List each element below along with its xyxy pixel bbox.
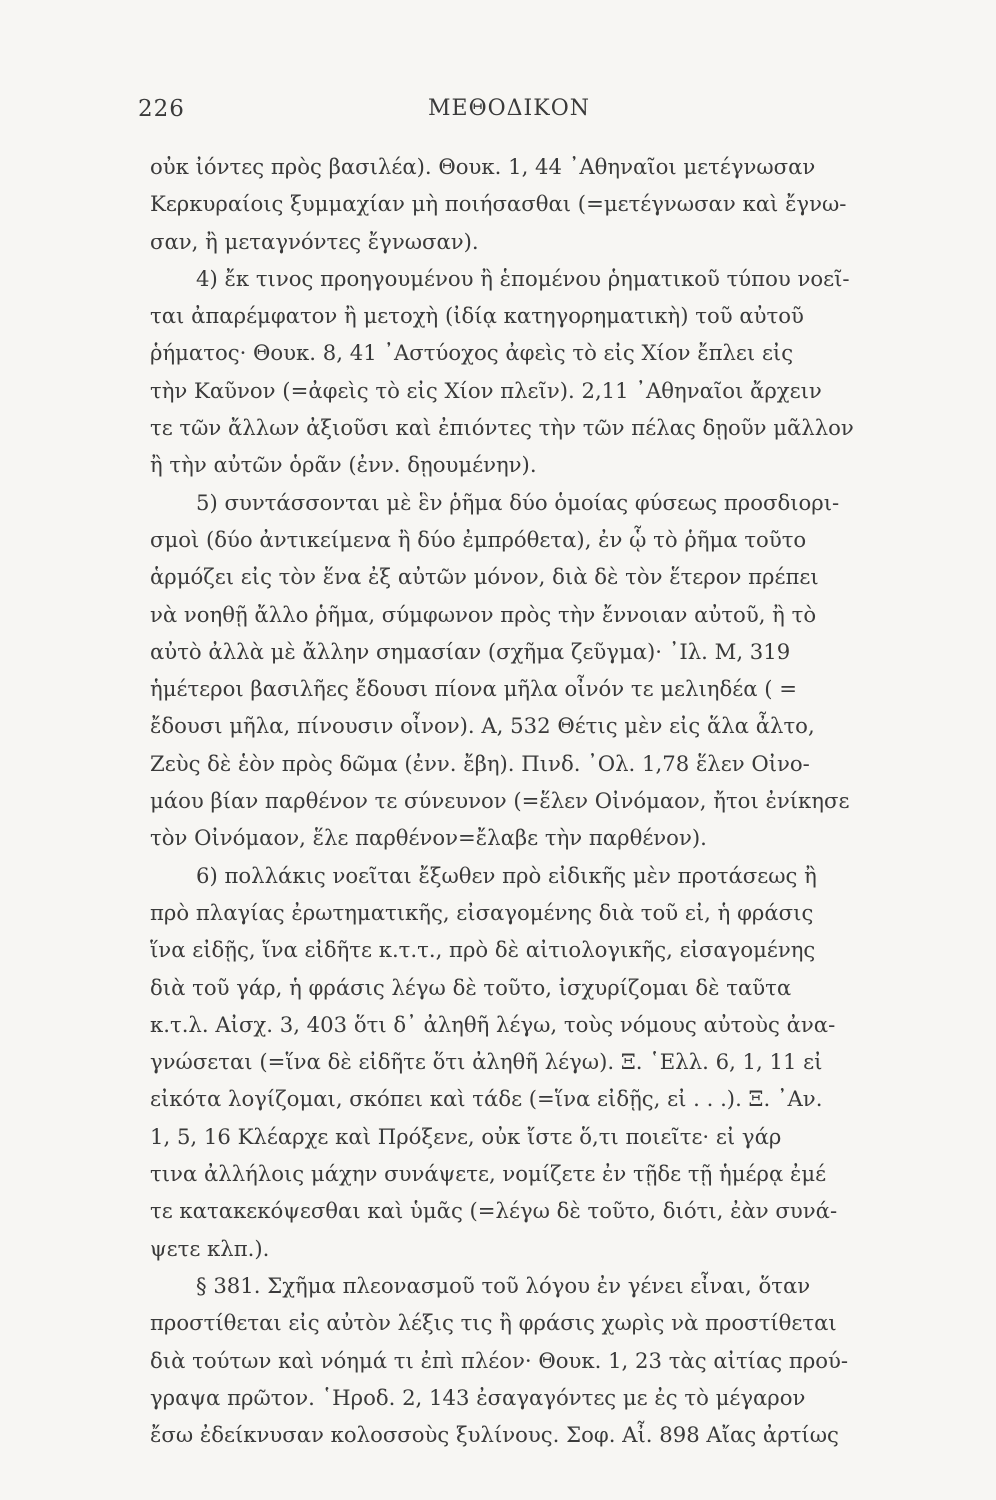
running-title: ΜΕΘΟΔΙΚΟΝ: [428, 96, 590, 121]
text-line: αὐτὸ ἀλλὰ μὲ ἄλλην σημασίαν (σχῆμα ζεῦγμα)· ᾿Ιλ. Μ, 319: [150, 638, 791, 664]
text-line: σμοὶ (δύο ἀντικείμενα ἢ δύο ἐμπρόθετα), ἐν ᾧ τὸ ῥῆμα τοῦτο: [150, 526, 807, 552]
text-line: ἡμέτεροι βασιλῆες ἔδουσι πίονα μῆλα οἶνόν τε μελιηδέα ( =: [150, 676, 797, 702]
text-line: ψετε κλπ.).: [150, 1235, 270, 1261]
text-line: γνώσεται (=ἵνα δὲ εἰδῆτε ὅτι ἀληθῆ λέγω). Ξ. ῾Ελλ. 6, 1, 11 εἰ: [150, 1049, 823, 1075]
text-line: οὐκ ἰόντες πρὸς βασιλέα). Θουκ. 1, 44 ᾿Αθηναῖοι μετέγνωσαν: [150, 154, 816, 179]
text-line: Ζεὺς δὲ ἑὸν πρὸς δῶμα (ἐνν. ἔβη). Πινδ. ᾿Ολ. 1,78 ἕλεν Οἰνο-: [150, 750, 810, 776]
text-line: πρὸ πλαγίας ἐρωτηματικῆς, εἰσαγομένης διὰ τοῦ εἰ, ἡ φράσις: [150, 899, 814, 925]
text-line: γραψα πρῶτον. ῾Ηροδ. 2, 143 ἐσαγαγόντες με ἐς τὸ μέγαρον: [150, 1384, 806, 1410]
text-line: Κερκυραίοις ξυμμαχίαν μὴ ποιήσασθαι (=μετέγνωσαν καὶ ἔγνω-: [150, 191, 847, 217]
text-line: ἁρμόζει εἰς τὸν ἕνα ἐξ αὐτῶν μόνον, διὰ δὲ τὸν ἕτερον πρέπει: [150, 564, 819, 590]
page-number: 226: [138, 96, 185, 122]
text-line: προστίθεται εἰς αὐτὸν λέξις τις ἢ φράσις χωρὶς νὰ προστίθεται: [150, 1310, 837, 1336]
page-header: [138, 96, 880, 136]
text-line: ῥήματος· Θουκ. 8, 41 ᾿Αστύοχος ἀφεὶς τὸ εἰς Χίον ἔπλει εἰς: [150, 340, 794, 366]
text-line: τινα ἀλλήλοις μάχην συνάψετε, νομίζετε ἐν τῇδε τῇ ἡμέρᾳ ἐμέ: [150, 1161, 827, 1187]
text-line: § 381. Σχῆμα πλεονασμοῦ τοῦ λόγου ἐν γένει εἶναι, ὅταν: [196, 1272, 811, 1298]
text-line: 6) πολλάκις νοεῖται ἔξωθεν πρὸ εἰδικῆς μὲν προτάσεως ἢ: [196, 862, 817, 888]
text-line: ἢ τὴν αὐτῶν ὁρᾶν (ἐνν. δῃουμένην).: [150, 452, 537, 478]
text-line: 4) ἔκ τινος προηγουμένου ἢ ἑπομένου ῥηματικοῦ τύπου νοεῖ-: [196, 265, 850, 291]
text-line: διὰ τοῦ γάρ, ἡ φράσις λέγω δὲ τοῦτο, ἰσχυρίζομαι δὲ ταῦτα: [150, 974, 792, 1000]
text-line: σαν, ἢ μεταγνόντες ἔγνωσαν).: [150, 228, 479, 254]
text-line: διὰ τούτων καὶ νόημά τι ἐπὶ πλέον· Θουκ. 1, 23 τὰς αἰτίας πρού-: [150, 1347, 849, 1373]
text-line: κ.τ.λ. Αἰσχ. 3, 403 ὅτι δ᾿ ἀληθῆ λέγω, τοὺς νόμους αὐτοὺς ἀνα-: [150, 1011, 836, 1037]
text-line: εἰκότα λογίζομαι, σκόπει καὶ τάδε (=ἵνα εἰδῇς, εἰ . . .). Ξ. ᾿Αν.: [150, 1086, 823, 1112]
text-line: τε κατακεκόψεσθαι καὶ ὑμᾶς (=λέγω δὲ τοῦτο, διότι, ἐὰν συνά-: [150, 1198, 838, 1224]
text-line: τὴν Καῦνον (=ἀφεὶς τὸ εἰς Χίον πλεῖν). 2,11 ᾿Αθηναῖοι ἄρχειν: [150, 377, 822, 403]
text-line: 5) συντάσσονται μὲ ἓν ῥῆμα δύο ὁμοίας φύσεως προσδιορι-: [196, 489, 840, 515]
body-text: [150, 148, 880, 1453]
text-line: 1, 5, 16 Κλέαρχε καὶ Πρόξενε, οὐκ ἴστε ὅ,τι ποιεῖτε· εἰ γάρ: [150, 1123, 782, 1149]
text-line: ται ἀπαρέμφατον ἢ μετοχὴ (ἰδίᾳ κατηγορηματικὴ) τοῦ αὐτοῦ: [150, 303, 804, 329]
text-line: τὸν Οἰνόμαον, ἕλε παρθένον=ἔλαβε τὴν παρθένον).: [150, 825, 707, 851]
text-line: νὰ νοηθῇ ἄλλο ῥῆμα, σύμφωνον πρὸς τὴν ἔννοιαν αὐτοῦ, ἢ τὸ: [150, 601, 817, 627]
text-line: ἔσω ἐδείκνυσαν κολοσσοὺς ξυλίνους. Σοφ. Αἶ. 898 Αἴας ἀρτίως: [150, 1422, 839, 1448]
text-line: ἔδουσι μῆλα, πίνουσιν οἶνον). Α, 532 Θέτις μὲν εἰς ἅλα ἆλτο,: [150, 713, 815, 739]
text-line: μάου βίαν παρθένον τε σύνευνον (=ἕλεν Οἰνόμαον, ἤτοι ἐνίκησε: [150, 788, 850, 814]
text-line: τε τῶν ἄλλων ἀξιοῦσι καὶ ἐπιόντες τὴν τῶν πέλας δῃοῦν μᾶλλον: [150, 415, 854, 441]
text-line: ἵνα εἰδῇς, ἵνα εἰδῆτε κ.τ.τ., πρὸ δὲ αἰτιολογικῆς, εἰσαγομένης: [150, 937, 816, 963]
